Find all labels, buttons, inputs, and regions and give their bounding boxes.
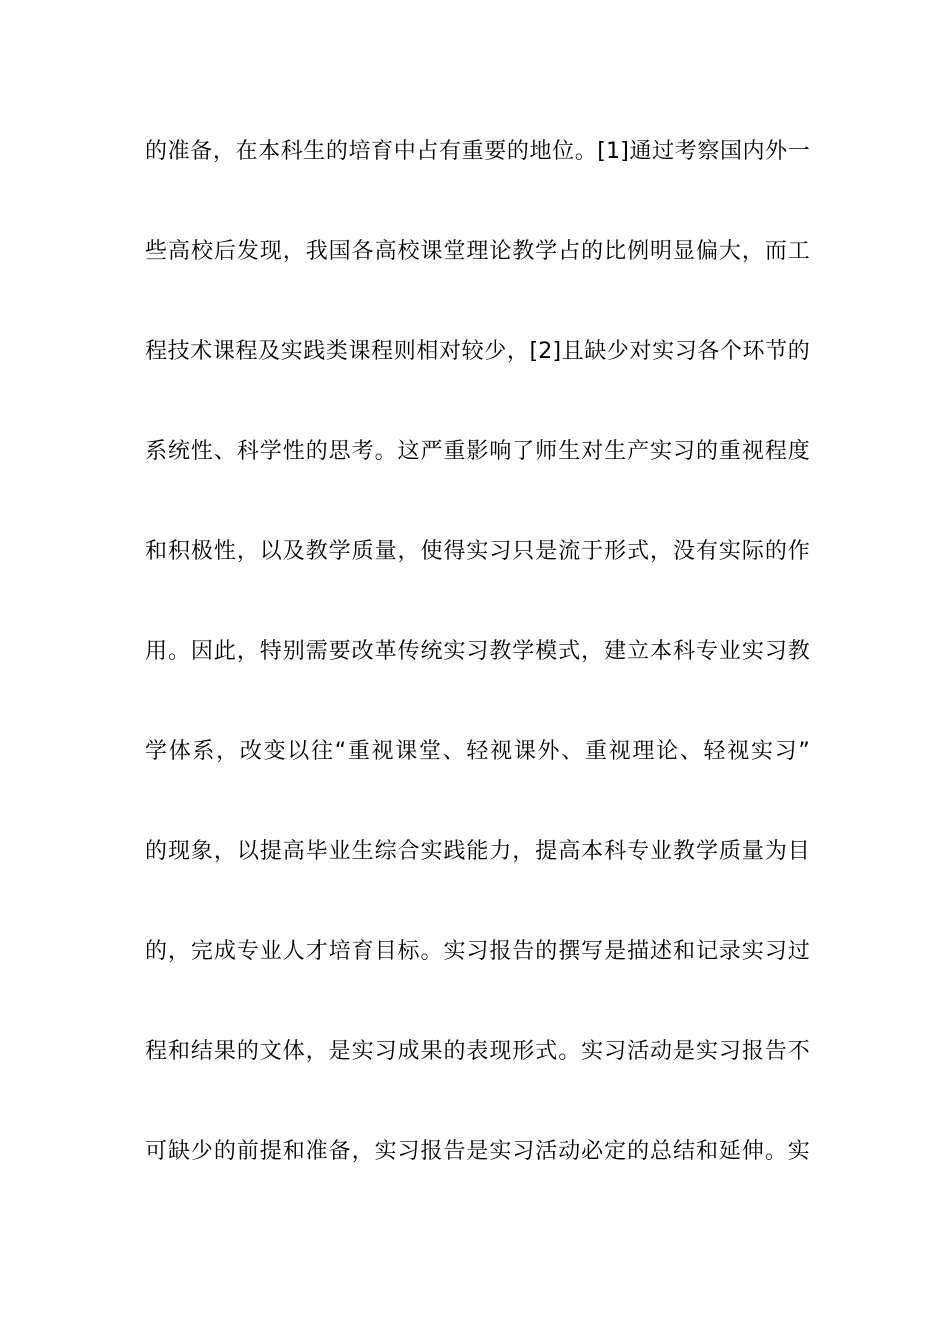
text-line-4: 系统性、科学性的思考。这严重影响了师生对生产实习的重视程度	[145, 439, 810, 464]
text-line-8: 的现象，以提高毕业生综合实践能力，提高本科专业教学质量为目	[145, 839, 810, 864]
body-text	[145, 127, 810, 1227]
text-line-10: 程和结果的文体，是实习成果的表现形式。实习活动是实习报告不	[145, 1039, 810, 1064]
text-line-1: 的准备，在本科生的培育中占有重要的地位。[1]通过考察国内外一	[145, 139, 810, 164]
text-line-5: 和积极性，以及教学质量，使得实习只是流于形式，没有实际的作	[145, 539, 810, 564]
text-line-11: 可缺少的前提和准备，实习报告是实习活动必定的总结和延伸。实	[145, 1139, 810, 1164]
text-line-3: 程技术课程及实践类课程则相对较少，[2]且缺少对实习各个环节的	[145, 339, 810, 364]
text-line-9: 的，完成专业人才培育目标。实习报告的撰写是描述和记录实习过	[145, 939, 810, 964]
text-line-2: 些高校后发现，我国各高校课堂理论教学占的比例明显偏大，而工	[145, 239, 810, 264]
text-line-6: 用。因此，特别需要改革传统实习教学模式，建立本科专业实习教	[145, 639, 810, 664]
text-line-7: 学体系，改变以往“重视课堂、轻视课外、重视理论、轻视实习”	[145, 739, 810, 764]
